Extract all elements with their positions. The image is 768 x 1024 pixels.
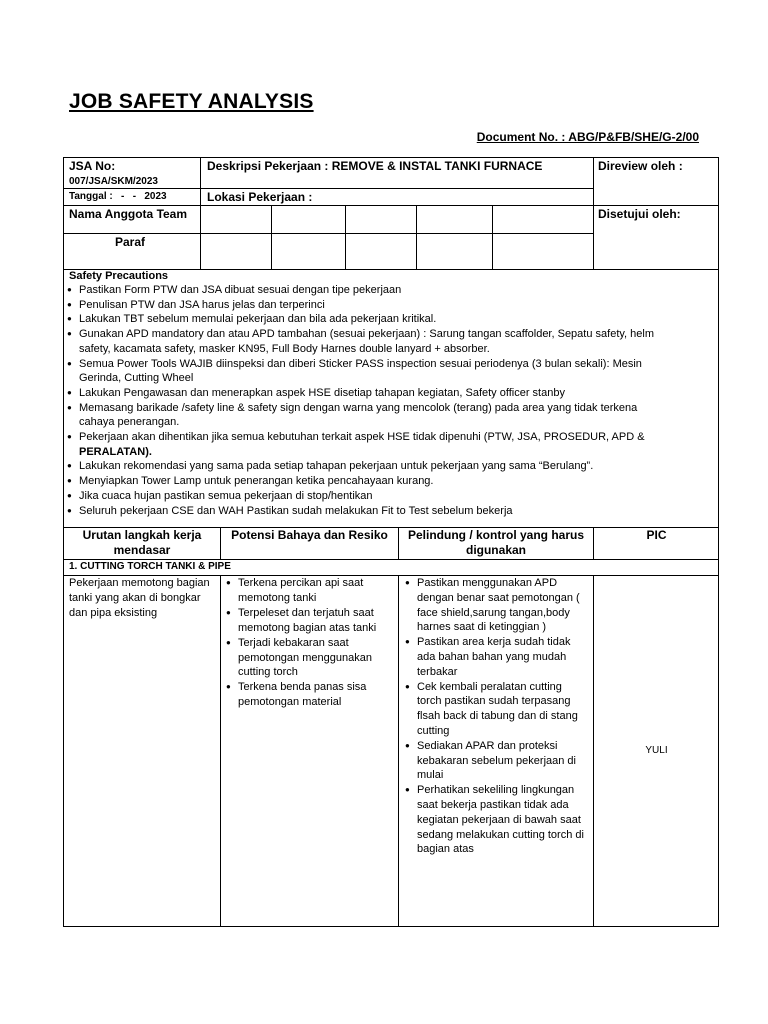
grid-line <box>593 205 719 206</box>
approved-by: Disetujui oleh: <box>598 207 681 221</box>
safety-precautions-title: Safety Precautions <box>69 270 169 282</box>
hazard-item: ● Terpeleset dan terjatuh saat memotong bagian atas tanki <box>226 606 394 636</box>
grid-line <box>271 205 272 269</box>
safety-item: ● Memasang barikade /safety line & safety sign dengan warna yang mencolok (terang) pada area yang tidak terkena <box>67 401 717 416</box>
control-item: ● Perhatikan sekeliling lingkungan saat bekerja pastikan tidak ada kegiatan pekerjaan di bawah saat sedang melakukan cutting torch di bagian atas <box>405 783 589 857</box>
hazard-list <box>226 576 394 710</box>
safety-item: ● Semua Power Tools WAJIB diinspeksi dan diberi Sticker PASS inspection sesuai periodenya (3 bulan sekali): Mesin <box>67 357 717 372</box>
safety-precautions-list <box>67 283 717 518</box>
control-item: ● Sediakan APAR dan proteksi kebakaran sebelum pekerjaan di mulai <box>405 739 589 783</box>
document-number: Document No. : ABG/P&FB/SHE/G-2/00 <box>476 130 699 144</box>
pic-name: YULI <box>645 745 668 756</box>
jsa-no-label: JSA No: <box>69 159 116 173</box>
safety-item-continued: safety, kacamata safety, masker KN95, Full Body Harnes double lanyard + absorber. <box>79 342 490 355</box>
hazard-item: ● Terkena benda panas sisa pemotongan material <box>226 680 394 710</box>
reviewed-by: Direview oleh : <box>598 159 683 173</box>
control-item: ● Pastikan area kerja sudah tidak ada bahan bahan yang mudah terbakar <box>405 635 589 679</box>
column-header-steps: Urutan langkah kerja mendasar <box>82 528 202 557</box>
signature-label: Paraf <box>115 235 146 249</box>
control-list <box>405 576 589 857</box>
hazard-item: ● Terkena percikan api saat memotong tanki <box>226 576 394 606</box>
work-step: Pekerjaan memotong bagian tanki yang akan di bongkar dan pipa eksisting <box>69 577 210 619</box>
grid-line <box>200 157 201 269</box>
safety-item-continued: PERALATAN). <box>79 445 152 458</box>
safety-item: ● Jika cuaca hujan pastikan semua pekerjaan di stop/hentikan <box>67 489 717 504</box>
safety-item: ● Pastikan Form PTW dan JSA dibuat sesuai dengan tipe pekerjaan <box>67 283 717 298</box>
column-header-controls: Pelindung / kontrol yang harus digunakan <box>407 528 584 557</box>
team-members-label: Nama Anggota Team <box>69 207 188 221</box>
safety-item: ● Seluruh pekerjaan CSE dan WAH Pastikan sudah melakukan Fit to Test sebelum bekerja <box>67 504 717 519</box>
grid-line <box>220 575 221 927</box>
grid-line <box>593 157 594 269</box>
safety-item: ● Penulisan PTW dan JSA harus jelas dan terperinci <box>67 298 717 313</box>
grid-line <box>416 205 417 269</box>
control-item: ● Cek kembali peralatan cutting torch pastikan sudah terpasang flsah back di tabung dan di stang cutting <box>405 680 589 739</box>
safety-item-continued: Gerinda, Cutting Wheel <box>79 372 194 385</box>
grid-line <box>345 205 346 269</box>
safety-item: ● Menyiapkan Tower Lamp untuk penerangan ketika pencahayaan kurang. <box>67 474 717 489</box>
grid-line <box>200 188 593 189</box>
safety-item: ● Lakukan rekomendasi yang sama pada setiap tahapan pekerjaan untuk pekerjaan yang sama “Berulang”. <box>67 459 717 474</box>
grid-line <box>63 233 593 234</box>
column-header-hazards: Potensi Bahaya dan Resiko <box>231 528 388 542</box>
safety-item-continued: cahaya penerangan. <box>79 416 180 429</box>
safety-item: ● Lakukan Pengawasan dan menerapkan aspek HSE disetiap tahapan kegiatan, Safety officer stanby <box>67 386 717 401</box>
grid-line <box>492 205 493 269</box>
hazard-item: ● Terjadi kebakaran saat pemotongan menggunakan cutting torch <box>226 636 394 681</box>
jsa-no-value: 007/JSA/SKM/2023 <box>69 176 158 187</box>
control-item: ● Pastikan menggunakan APD dengan benar saat pemotongan ( face shield,sarung tangan,body harnes saat di ketinggian ) <box>405 576 589 635</box>
section-title: 1. CUTTING TORCH TANKI & PIPE <box>69 561 231 572</box>
column-header-pic: PIC <box>646 528 667 542</box>
grid-line <box>398 575 399 927</box>
safety-item: ● Pekerjaan akan dihentikan jika semua kebutuhan terkait aspek HSE tidak dipenuhi (PTW, JSA, PROSEDUR, APD & <box>67 430 717 445</box>
job-description: Deskripsi Pekerjaan : REMOVE & INSTAL TANKI FURNACE <box>207 159 543 173</box>
document-title: JOB SAFETY ANALYSIS <box>69 90 314 113</box>
grid-line <box>398 527 399 559</box>
safety-item: ● Lakukan TBT sebelum memulai pekerjaan dan bila ada pekerjaan kritikal. <box>67 312 717 327</box>
work-location: Lokasi Pekerjaan : <box>207 190 313 204</box>
date-field: Tanggal : - - 2023 <box>69 191 167 202</box>
safety-item: ● Gunakan APD mandatory dan atau APD tambahan (sesuai pekerjaan) : Sarung tangan scaffolder, Sepatu safety, helm <box>67 327 717 342</box>
grid-line <box>63 205 593 206</box>
